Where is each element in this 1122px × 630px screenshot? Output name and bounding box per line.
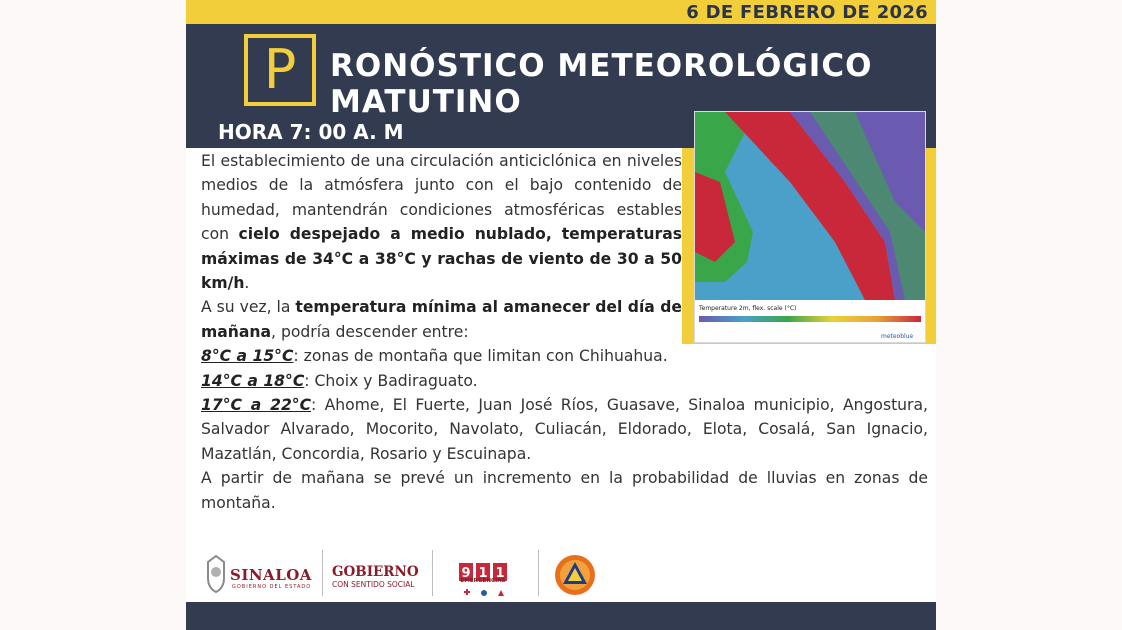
conditions-text-c: . — [244, 274, 250, 293]
paragraph-conditions — [201, 149, 682, 295]
range-1-text: : zonas de montaña que limitan con Chihuahua. — [293, 347, 668, 366]
top-date-bar — [186, 0, 936, 24]
p-logo-box — [244, 34, 316, 106]
range-3-text: : Ahome, El Fuerte, Juan José Ríos, Guasave, Sinaloa municipio, Angostura, Salvador Alvarado, Mocorito, Navolato, Culiacán, Eldorado, Elota, Cosalá, San Ignacio, Mazatlán, Concordia, Rosario y Escuinapa. — [201, 396, 928, 463]
footer-logos — [186, 544, 936, 602]
page-title — [330, 48, 872, 120]
forecast-text — [201, 149, 928, 515]
gobierno-wordmark: GOBIERNO — [332, 564, 419, 580]
title-line-2: MATUTINO — [330, 84, 522, 120]
min-temp-text-a: A su vez, la — [201, 298, 296, 317]
digit-1a: 1 — [478, 566, 488, 581]
gobierno-subtitle: CON SENTIDO SOCIAL — [332, 580, 415, 589]
title-line-1: RONÓSTICO METEOROLÓGICO — [330, 48, 873, 84]
range-item-mountain — [201, 344, 928, 368]
footer-divider-2 — [432, 550, 433, 596]
range-2-text: : Choix y Badiraguato. — [304, 371, 478, 390]
emergency-symbols-icon — [462, 588, 506, 598]
paragraph-rain-outlook: A partir de mañana se prevé un incremento en la probabilidad de lluvias en zonas de montaña. — [201, 469, 928, 512]
sinaloa-subtitle: GOBIERNO DEL ESTADO — [232, 584, 312, 590]
digit-9: 9 — [461, 566, 471, 581]
footer-divider-1 — [322, 550, 323, 596]
forecast-hour: HORA 7: 00 A. M — [218, 120, 404, 144]
emergencias-911-logo — [458, 556, 508, 590]
bulletin-card — [186, 0, 936, 630]
range-item-valley — [201, 393, 928, 466]
range-3-value: 17°C a 22°C — [201, 396, 312, 415]
digit-1b: 1 — [495, 566, 505, 581]
paragraph-min-temp — [201, 295, 682, 344]
conditions-text-a: El establecimiento de una circulación anticiclónica en niveles medios de la atmósfera junto con el bajo contenido de humedad, mantendrán condiciones atmosféricas estables con — [201, 152, 682, 244]
p-logo-letter: P — [263, 38, 297, 101]
min-temp-text-bold: temperatura mínima al amanecer del día de mañana — [201, 298, 682, 341]
bulletin-date: 6 DE FEBRERO DE 2026 — [686, 2, 928, 23]
sinaloa-shield-icon — [204, 554, 228, 594]
sinaloa-wordmark: SINALOA — [230, 566, 312, 584]
bottom-bar — [186, 602, 936, 630]
emergencias-label: EMERGENCIAS — [460, 578, 506, 584]
footer-divider-3 — [538, 550, 539, 596]
conditions-text-bold: cielo despejado a medio nublado, temperaturas máximas de 34°C a 38°C y rachas de viento de 30 a 50 km/h — [201, 225, 682, 293]
proteccion-civil-icon — [554, 554, 596, 596]
min-temp-text-c: , podría descender entre: — [271, 322, 469, 341]
map-caption: Temperature 2m, flex. scale (°C) — [699, 305, 797, 312]
range-2-value: 14°C a 18°C — [201, 371, 305, 390]
range-1-value: 8°C a 15°C — [201, 347, 294, 366]
map-credit: meteoblue — [881, 333, 914, 340]
range-item-choix — [201, 369, 928, 393]
